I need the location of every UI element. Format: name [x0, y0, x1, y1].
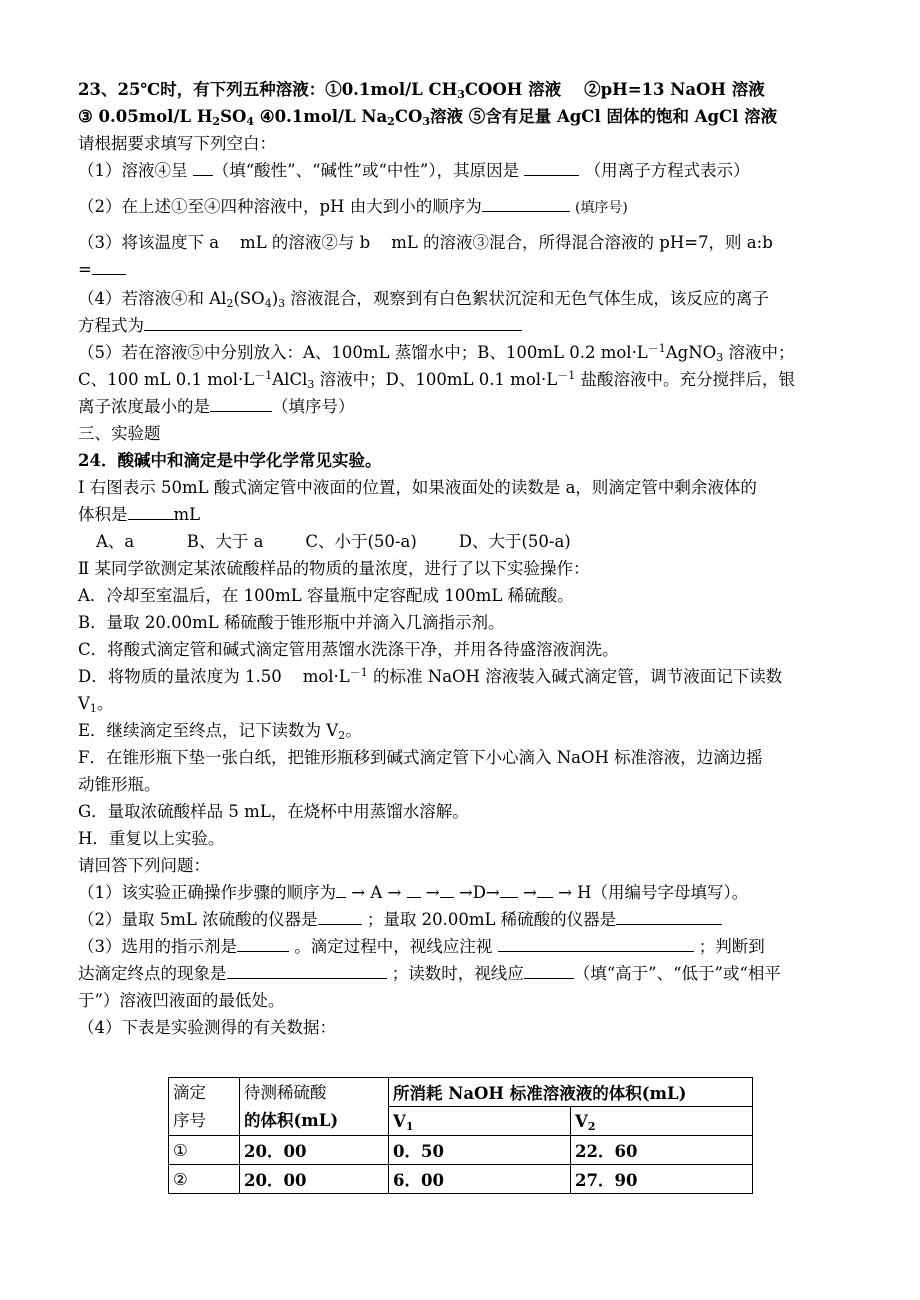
q23-part2 — [78, 193, 848, 220]
q24-part-i — [78, 474, 848, 501]
text: ④0.1mol/L Na — [254, 107, 388, 126]
answer-blank[interactable] — [237, 935, 289, 952]
step-a: A．冷却至室温后，在 100mL 容量瓶中定容配成 100mL 稀硫酸。 — [78, 586, 574, 605]
text: → — [517, 883, 537, 902]
subscript: 4 — [264, 297, 272, 310]
text: （填“酸性”、“碱性”或“中性”），其原因是 — [212, 161, 520, 180]
cell-v2: 22．60 — [571, 1136, 753, 1165]
table-header-row — [169, 1078, 753, 1107]
subscript: 2 — [587, 1119, 596, 1133]
text: → — [420, 883, 440, 902]
step-h: H．重复以上实验。 — [78, 829, 225, 848]
text: 方程式为 — [78, 316, 144, 335]
answer-blank[interactable] — [144, 314, 522, 331]
superscript: －1 — [557, 369, 576, 382]
text: ③ 0.05mol/L H — [78, 107, 213, 126]
answer-blank[interactable] — [500, 881, 518, 898]
text: CO — [394, 107, 423, 126]
text: 溶液中； — [723, 343, 795, 362]
step-f-cont: 动锥形瓶。 — [78, 775, 161, 794]
header-trial-no — [169, 1078, 240, 1136]
text: （填“高于”、“低于”或“相平 — [573, 964, 781, 983]
table-row — [169, 1165, 753, 1194]
subscript: 3 — [278, 297, 286, 310]
answer-prompt: 请回答下列问题： — [78, 856, 210, 875]
q24-part-i-cont — [78, 501, 848, 528]
superscript: －1 — [647, 342, 666, 355]
subscript: 3 — [307, 378, 315, 391]
text: ) — [271, 289, 279, 308]
cell-acid-volume: 20．00 — [240, 1136, 389, 1165]
q23-instruction: 请根据要求填写下列空白： — [78, 134, 276, 153]
text: AlCl — [272, 370, 308, 389]
titration-data-table — [168, 1077, 753, 1194]
cell-acid-volume: 20．00 — [240, 1165, 389, 1194]
q23-part3 — [78, 229, 848, 256]
subscript: 3 — [457, 88, 465, 101]
answer-blank[interactable] — [616, 908, 722, 925]
q24-answer4: （4）下表是实验测得的有关数据： — [78, 1018, 336, 1037]
subscript: 1 — [405, 1119, 414, 1133]
subscript: 1 — [89, 702, 97, 715]
text: （3）将该温度下 a mL 的溶液②与 b mL 的溶液③混合，所得混合溶液的 pH=7，则 a:b — [78, 233, 773, 252]
text: 达滴定终点的现象是 — [78, 964, 227, 983]
step-g: G．量取浓硫酸样品 5 mL，在烧杯中用蒸馏水溶解。 — [78, 802, 469, 821]
text: 溶液中；D、100mL 0.1 mol·L — [314, 370, 558, 389]
superscript: －1 — [349, 666, 368, 679]
answer-blank[interactable] — [128, 503, 174, 520]
text: V — [575, 1111, 588, 1131]
step-d — [78, 663, 848, 690]
cell-trial-no: ① — [169, 1136, 240, 1165]
text: → A → — [346, 883, 407, 902]
superscript: －1 — [254, 369, 273, 382]
answer-blank[interactable] — [537, 881, 553, 898]
text: （2）在上述①至④四种溶液中，pH 由大到小的顺序为 — [78, 197, 482, 216]
q24-title: 24．酸碱中和滴定是中学化学常见实验。 — [78, 451, 382, 470]
q23-part4-cont — [78, 312, 848, 339]
step-d-cont — [78, 690, 848, 717]
section-title: 三、实验题 — [78, 424, 161, 443]
answer-blank[interactable] — [193, 159, 213, 176]
step-f: F．在锥形瓶下垫一张白纸，把锥形瓶移到碱式滴定管下小心滴入 NaOH 标准溶液，边滴边摇 — [78, 748, 763, 767]
q23-line1 — [78, 76, 848, 103]
q23-part3-cont — [78, 256, 848, 283]
subscript: 2 — [387, 115, 395, 128]
q23-part5-cont — [78, 366, 848, 393]
solution-2: ②pH=13 NaOH 溶液 — [584, 80, 765, 99]
text: C、100 mL 0.1 mol·L — [78, 370, 255, 389]
step-e — [78, 717, 848, 744]
text: （1）该实验正确操作步骤的顺序为 — [78, 883, 336, 902]
text: ；量取 20.00mL 稀硫酸的仪器是 — [366, 910, 617, 929]
text: D．将物质的量浓度为 1.50 mol·L — [78, 667, 350, 686]
exam-page — [78, 76, 848, 1041]
cell-v2: 27．90 — [571, 1165, 753, 1194]
text: （2）量取 5mL 浓硫酸的仪器是 — [78, 910, 318, 929]
q24-part-ii: Ⅱ 某同学欲测定某浓硫酸样品的物质的量浓度，进行了以下实验操作： — [78, 559, 590, 578]
q23-intro: 23、25℃时，有下列五种溶液：①0.1mol/L CH — [78, 80, 458, 99]
text: Ⅰ 右图表示 50mL 酸式滴定管中液面的位置，如果液面处的读数是 a，则滴定管中剩余液体的 — [78, 478, 757, 497]
spacer — [78, 220, 848, 229]
step-c: C．将酸式滴定管和碱式滴定管用蒸馏水洗涤干净，并用各待盛溶液润洗。 — [78, 640, 619, 659]
answer-blank[interactable] — [407, 881, 421, 898]
answer-blank[interactable] — [524, 962, 574, 979]
text: 。 — [345, 721, 362, 740]
header-acid-volume — [240, 1078, 389, 1136]
q23-line2 — [78, 103, 848, 130]
answer-blank[interactable] — [524, 159, 579, 176]
subscript: 3 — [716, 351, 724, 364]
spacer — [78, 184, 848, 193]
text: (填序号) — [574, 200, 628, 216]
text: （1）溶液④呈 — [78, 161, 188, 180]
text: AgNO — [665, 343, 717, 362]
subscript: 4 — [246, 115, 255, 128]
text: （4）若溶液④和 Al — [78, 289, 227, 308]
answer-blank[interactable] — [498, 935, 694, 952]
header-naoh-volume: 所消耗 NaOH 标准溶液液的体积(mL) — [389, 1078, 753, 1107]
answer-blank[interactable] — [336, 881, 346, 898]
answer-blank[interactable] — [92, 258, 126, 275]
step-b: B．量取 20.00mL 稀硫酸于锥形瓶中并滴入几滴指示剂。 — [78, 613, 505, 632]
text: V — [393, 1111, 406, 1131]
header-v2 — [571, 1107, 753, 1136]
answer-blank[interactable] — [440, 881, 454, 898]
text: （3）选用的指示剂是 — [78, 937, 237, 956]
text: 待测稀硫酸 — [244, 1082, 327, 1102]
q23-part5-end — [78, 393, 848, 420]
q23-part1 — [78, 157, 848, 184]
text: →D→ — [453, 883, 500, 902]
text: SO — [220, 107, 247, 126]
text: 体积是 — [78, 505, 128, 524]
text: 。 — [96, 694, 114, 713]
text: 滴定 — [173, 1082, 206, 1102]
header-v1 — [389, 1107, 571, 1136]
answer-blank[interactable] — [227, 962, 387, 979]
answer-blank[interactable] — [210, 395, 272, 412]
text: COOH 溶液 — [464, 80, 567, 99]
text: 溶液 ⑤含有足量 AgCl 固体的饱和 AgCl 溶液 — [429, 107, 778, 126]
text: → H（用编号字母填写）。 — [552, 883, 749, 902]
table-row — [169, 1136, 753, 1165]
q24-answer1 — [78, 879, 848, 906]
q24-answer3 — [78, 933, 848, 960]
text: mL — [173, 505, 201, 524]
text: E．继续滴定至终点，记下读数为 V — [78, 721, 339, 740]
text: (SO — [233, 289, 265, 308]
answer-blank[interactable] — [482, 195, 570, 212]
text: （填序号） — [272, 397, 355, 416]
subscript: 2 — [226, 297, 234, 310]
text: 序号 — [173, 1110, 206, 1130]
subscript: 3 — [422, 115, 430, 128]
cell-v1: 6．00 — [389, 1165, 571, 1194]
text: 。滴定过程中，视线应注视 — [294, 937, 493, 956]
q24-answer3-cont — [78, 960, 848, 987]
q24-options: A、a B、大于 a C、小于(50-a) D、大于(50-a) — [96, 532, 571, 551]
q24-answer2 — [78, 906, 848, 933]
text: （5）若在溶液⑤中分别放入：A、100mL 蒸馏水中；B、100mL 0.2 mol·L — [78, 343, 648, 362]
subscript: 2 — [212, 115, 221, 128]
q23-part4 — [78, 285, 848, 312]
text: ；判断到 — [698, 937, 765, 956]
text: 溶液混合，观察到有白色絮状沉淀和无色气体生成，该反应的离子 — [285, 289, 769, 308]
answer-blank[interactable] — [318, 908, 362, 925]
text: = — [78, 260, 92, 279]
cell-trial-no: ② — [169, 1165, 240, 1194]
text: 的标准 NaOH 溶液装入碱式滴定管，调节液面记下读数 — [367, 667, 783, 686]
text: V — [78, 694, 90, 713]
subscript: 2 — [338, 729, 346, 742]
text: 离子浓度最小的是 — [78, 397, 210, 416]
text: 的体积(mL) — [244, 1110, 339, 1130]
q23-part5 — [78, 339, 848, 366]
text: 盐酸溶液中。充分搅拌后，银 — [575, 370, 795, 389]
q24-answer3-end: 于”）溶液凹液面的最低处。 — [78, 991, 285, 1010]
text: （用离子方程式表示） — [584, 161, 750, 180]
text: ；读数时，视线应 — [391, 964, 524, 983]
cell-v1: 0．50 — [389, 1136, 571, 1165]
